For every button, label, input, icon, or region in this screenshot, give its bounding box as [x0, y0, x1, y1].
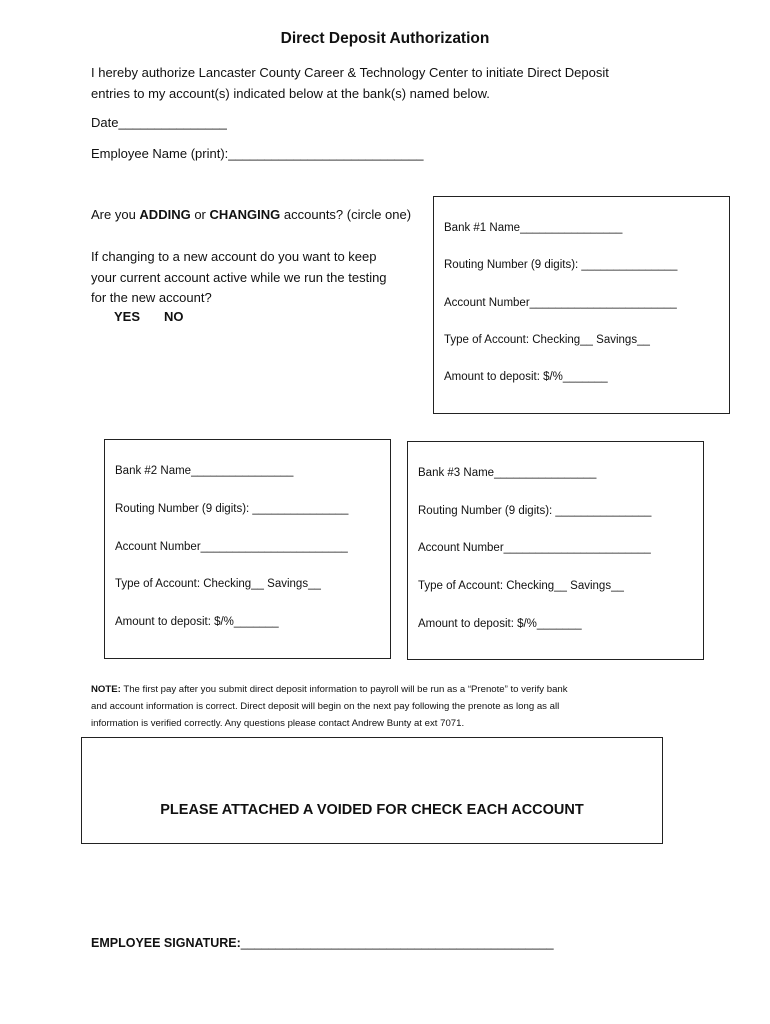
bank-3-name-field[interactable]: Bank #3 Name________________: [418, 467, 597, 479]
bank-3-box: [407, 441, 704, 660]
keep-account-question: [91, 247, 387, 309]
question1-suffix: accounts? (circle one): [280, 207, 412, 222]
intro-line-2: entries to my account(s) indicated below at the bank(s) named below.: [91, 86, 490, 101]
date-field[interactable]: Date_______________: [91, 115, 227, 130]
intro-line-1: I hereby authorize Lancaster County Career & Technology Center to initiate Direct Deposit: [91, 65, 609, 80]
note-line-1: The first pay after you submit direct deposit information to payroll will be run as a “Prenote” to verify bank: [120, 684, 568, 695]
bank-3-routing-field[interactable]: Routing Number (9 digits): _______________: [418, 505, 652, 517]
bank-3-type-field[interactable]: Type of Account: Checking__ Savings__: [418, 580, 624, 592]
bank-1-name-field[interactable]: Bank #1 Name________________: [444, 222, 623, 234]
note-line-3: information is verified correctly. Any questions please contact Andrew Bunty at ext 7071.: [91, 718, 465, 729]
adding-changing-question: [91, 207, 411, 222]
bank-2-type-field[interactable]: Type of Account: Checking__ Savings__: [115, 578, 321, 590]
bank-1-box: [433, 196, 730, 414]
signature-line[interactable]: _____________________________________________: [240, 936, 554, 950]
bank-3-amount-field[interactable]: Amount to deposit: $/%_______: [418, 618, 582, 630]
bank-1-type-field[interactable]: Type of Account: Checking__ Savings__: [444, 334, 650, 346]
changing-option[interactable]: CHANGING: [209, 207, 281, 222]
adding-option[interactable]: ADDING: [139, 207, 191, 222]
yes-option[interactable]: YES: [114, 309, 141, 324]
bank-2-amount-field[interactable]: Amount to deposit: $/%_______: [115, 616, 279, 628]
voided-check-box: [81, 737, 663, 844]
question2-line-3: for the new account?: [91, 290, 212, 305]
bank-3-account-field[interactable]: Account Number_______________________: [418, 542, 651, 554]
note-label: NOTE:: [91, 684, 121, 695]
question2-line-1: If changing to a new account do you want to keep: [91, 249, 377, 264]
bank-2-box: [104, 439, 391, 659]
page-title: Direct Deposit Authorization: [280, 30, 490, 47]
bank-2-routing-field[interactable]: Routing Number (9 digits): _______________: [115, 503, 349, 515]
bank-1-account-field[interactable]: Account Number_______________________: [444, 297, 677, 309]
question2-line-2: your current account active while we run the testing: [91, 269, 387, 285]
bank-2-account-field[interactable]: Account Number_______________________: [115, 541, 348, 553]
bank-1-amount-field[interactable]: Amount to deposit: $/%_______: [444, 371, 608, 383]
no-option[interactable]: NO: [164, 309, 184, 324]
bank-2-name-field[interactable]: Bank #2 Name________________: [115, 465, 294, 477]
employee-name-field[interactable]: Employee Name (print):___________________________: [91, 146, 424, 161]
bank-1-routing-field[interactable]: Routing Number (9 digits): _______________: [444, 259, 678, 271]
prenote-note: [91, 681, 691, 732]
note-line-2: and account information is correct. Direct deposit will begin on the next pay following the prenote as long as all: [91, 701, 560, 712]
intro-paragraph: [91, 62, 671, 104]
employee-signature-field[interactable]: [91, 936, 554, 950]
question1-or: or: [190, 207, 210, 222]
question1-prefix: Are you: [91, 207, 140, 222]
signature-label: EMPLOYEE SIGNATURE:: [91, 936, 241, 950]
voided-check-message: PLEASE ATTACHED A VOIDED FOR CHECK EACH ACCOUNT: [160, 802, 584, 818]
